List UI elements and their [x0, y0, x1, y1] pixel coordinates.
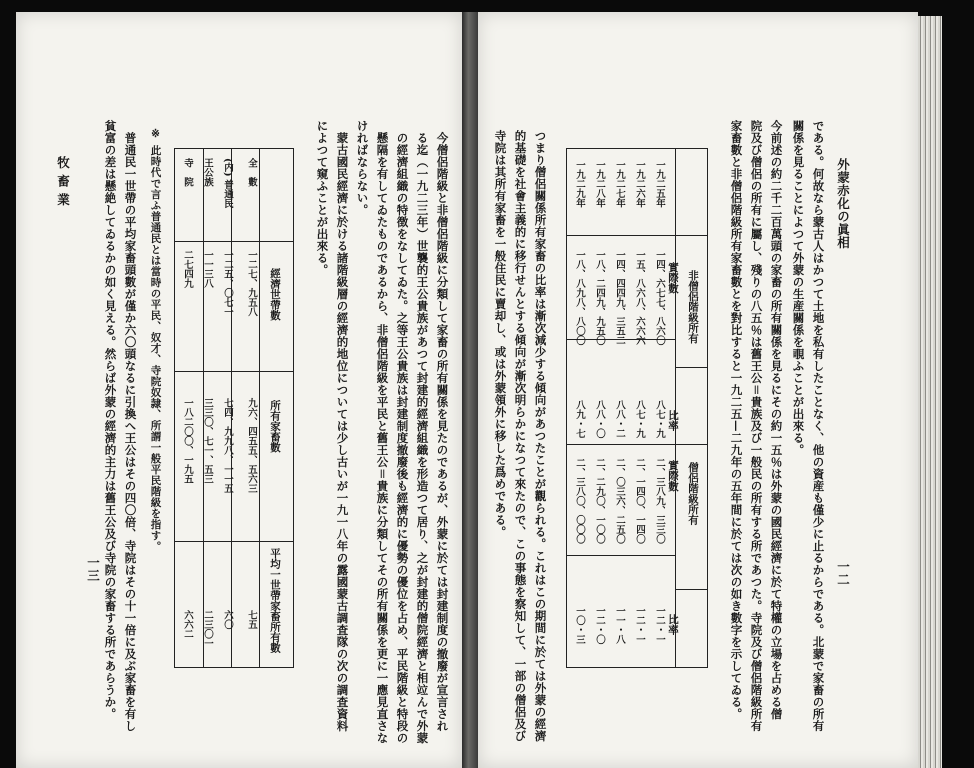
year-label: 一九二八年	[594, 160, 605, 208]
table-sub-actual-2: 實際數	[667, 460, 679, 492]
left-text-col-6: 蒙古國民經濟に於ける諸階級層の經濟的地位については少し古いが一九一八年の露國蒙古調査隊の次の調査資料	[335, 132, 350, 732]
left-footer-title: 牧畜業	[55, 156, 71, 212]
nonclergy-ratio: 八八・〇	[594, 400, 605, 438]
row-label: 全 數	[246, 158, 257, 187]
page-edges	[918, 16, 942, 768]
clergy-ratio: 一二・一	[654, 606, 665, 644]
row-households: 二七四九	[182, 250, 193, 288]
row-households: 一二五、〇七一	[222, 250, 233, 317]
right-text-col-4: 院及び僧侶の所有に屬し、殘りの八五％は舊王公＝貴族及び一般民の所有する所であつた。寺院及び僧侶階級所有	[749, 120, 764, 732]
row-average: 六〇	[222, 610, 233, 629]
row-livestock: 七四、九九八、一一五	[222, 398, 233, 493]
nonclergy-ratio: 八八・二	[614, 400, 625, 438]
nonclergy-actual: 一四、六七七、八六〇	[654, 250, 665, 345]
right-header-title: 外蒙赤化の眞相	[835, 158, 851, 249]
row-average: 七五	[246, 610, 257, 629]
right-text-col-2: 關係を見ることによつて外蒙の生産關係を覗ふことが出來る。	[791, 120, 806, 456]
clergy-ratio: 一〇・三	[574, 606, 585, 644]
clergy-actual: 二、〇三六、二五〇	[614, 458, 625, 544]
table-sub-ratio-2: 比率	[667, 614, 679, 635]
nonclergy-ratio: 八九・七	[574, 400, 585, 438]
left-after-col-2: 貧富の差は懸絶してゐるかの如く見える。然らば外蒙の經濟的主力は舊王公及び寺院の家畜する所であらうか。	[103, 120, 118, 720]
row-livestock: 九六、四五五、五六三	[246, 398, 257, 493]
row-households: 一一三八	[202, 250, 213, 288]
clergy-actual: 二、一四〇、一四〇	[634, 458, 645, 544]
nonclergy-actual: 一八、二四九、九五〇	[594, 250, 605, 345]
row-households: 一二七、九五八	[246, 250, 257, 317]
table-col-average: 平均一世帶家畜所有數	[269, 548, 281, 653]
right-text-col-1: である。何故なら蒙古人はかつて土地を私有したことなく、他の資産も僅少に止るからである。北蒙で家畜の所有	[811, 120, 826, 732]
table-group-nonclergy: 非僧侶階級所有	[687, 270, 699, 344]
row-label: 寺 院	[182, 158, 193, 187]
left-text-col-3: の經濟組織の特徴をなしてゐた。之等王公貴族は封建制度撤廢後も經濟的に優勢の優位を占め、平民階級と特段の	[395, 132, 410, 744]
nonclergy-ratio: 八七・九	[634, 400, 645, 438]
table-group-clergy: 僧侶階級所有	[687, 462, 699, 525]
clergy-ratio: 一一・八	[614, 606, 625, 644]
left-text-col-5: ければならない。	[355, 120, 370, 216]
nonclergy-actual: 一五、八六八、六六六	[634, 250, 645, 345]
left-text-col-7: によつて窺ふことが出來る。	[315, 120, 330, 276]
right-text-col-5: 家畜數と非僧侶階級所有家畜數とを對比すると一九二五—二九年の五年間に於ては次の如き數字を示してゐる。	[729, 120, 744, 720]
clergy-ratio: 一二・〇	[594, 606, 605, 644]
nonclergy-actual: 一八、八九八、八〇〇	[574, 250, 585, 345]
nonclergy-ratio: 八七・九	[654, 400, 665, 438]
year-label: 一九二七年	[614, 160, 625, 208]
left-note: ※ 此時代で言ふ普通民とは當時の平民、奴才、寺院奴隷、所謂一般平民階級を指す。	[149, 128, 162, 552]
table-col-households: 經濟世帶數	[269, 268, 281, 321]
row-livestock: 三三〇、七一、五三	[202, 398, 213, 484]
left-text-col-4: 懸隔を有してゐたものであるから、非僧侶階級を平民と舊王公＝貴族に分類してその所有關係を更に一應見直さな	[375, 132, 390, 744]
row-livestock: 一八二〇〇、一九五	[182, 398, 193, 484]
year-label: 一九二九年	[574, 160, 585, 208]
left-page-number: 一三	[85, 556, 101, 582]
clergy-ratio: 一二・一	[634, 606, 645, 644]
year-label: 一九二六年	[634, 160, 645, 208]
table-col-livestock: 所有家畜數	[269, 400, 281, 453]
row-label: 王公族	[202, 158, 213, 187]
right-after-col-1: つまり僧侶關係所有家畜の比率は漸次減少する傾向があつたことが觀られる。これはこの期間に於ては外蒙の經濟	[533, 130, 548, 742]
table-sub-actual-1: 實際數	[667, 262, 679, 294]
row-average: 六六二	[182, 610, 193, 639]
nonclergy-actual: 一四、四四九、三五二	[614, 250, 625, 345]
right-text-col-3: 今前述の約二千二百萬頭の家畜の所有關係を見るにその約一五％は外蒙の國民經濟に於て特權の立場を占める僧	[769, 120, 784, 720]
left-text-col-2: る迄（一九二三年）世襲的王公貴族があつて封建的經濟組織を形造つて居り、之が封建的僧院經濟と相竝んで外蒙	[415, 132, 430, 744]
clergy-actual: 二、三八〇、〇〇〇	[574, 458, 585, 544]
clergy-actual: 二、二九〇、一〇〇	[594, 458, 605, 544]
left-after-col-1: 普通民一世帶の平均家畜頭數が僅か六〇頭なるに引換へ王公はその四〇倍、寺院はその十一倍に及ぶ家畜を有し	[123, 132, 138, 732]
book-gutter	[462, 12, 478, 768]
year-label: 一九二五年	[654, 160, 665, 208]
right-page-number: 一二	[835, 560, 851, 586]
right-after-col-2: 的基礎を社會主義的に移行せんとする傾向が漸次明らかになつて來たので、この事態を察知して、一部の僧侶及び	[513, 130, 528, 742]
clergy-actual: 二、三八九、三三〇	[654, 458, 665, 544]
right-after-col-3: 寺院は其所有家畜を一般住民に賣却し、或は外蒙領外に移した爲めである。	[493, 130, 508, 538]
table-sub-ratio-1: 比率	[667, 410, 679, 431]
row-average: 二三〇一	[202, 610, 213, 648]
row-label: (内) 普通民	[222, 158, 233, 209]
left-text-col-1: 今僧侶階級と非僧侶階級に分類して家畜の所有關係を見たのであるが、外蒙に於ては封建制度の撤廢が宣言され	[435, 132, 450, 732]
